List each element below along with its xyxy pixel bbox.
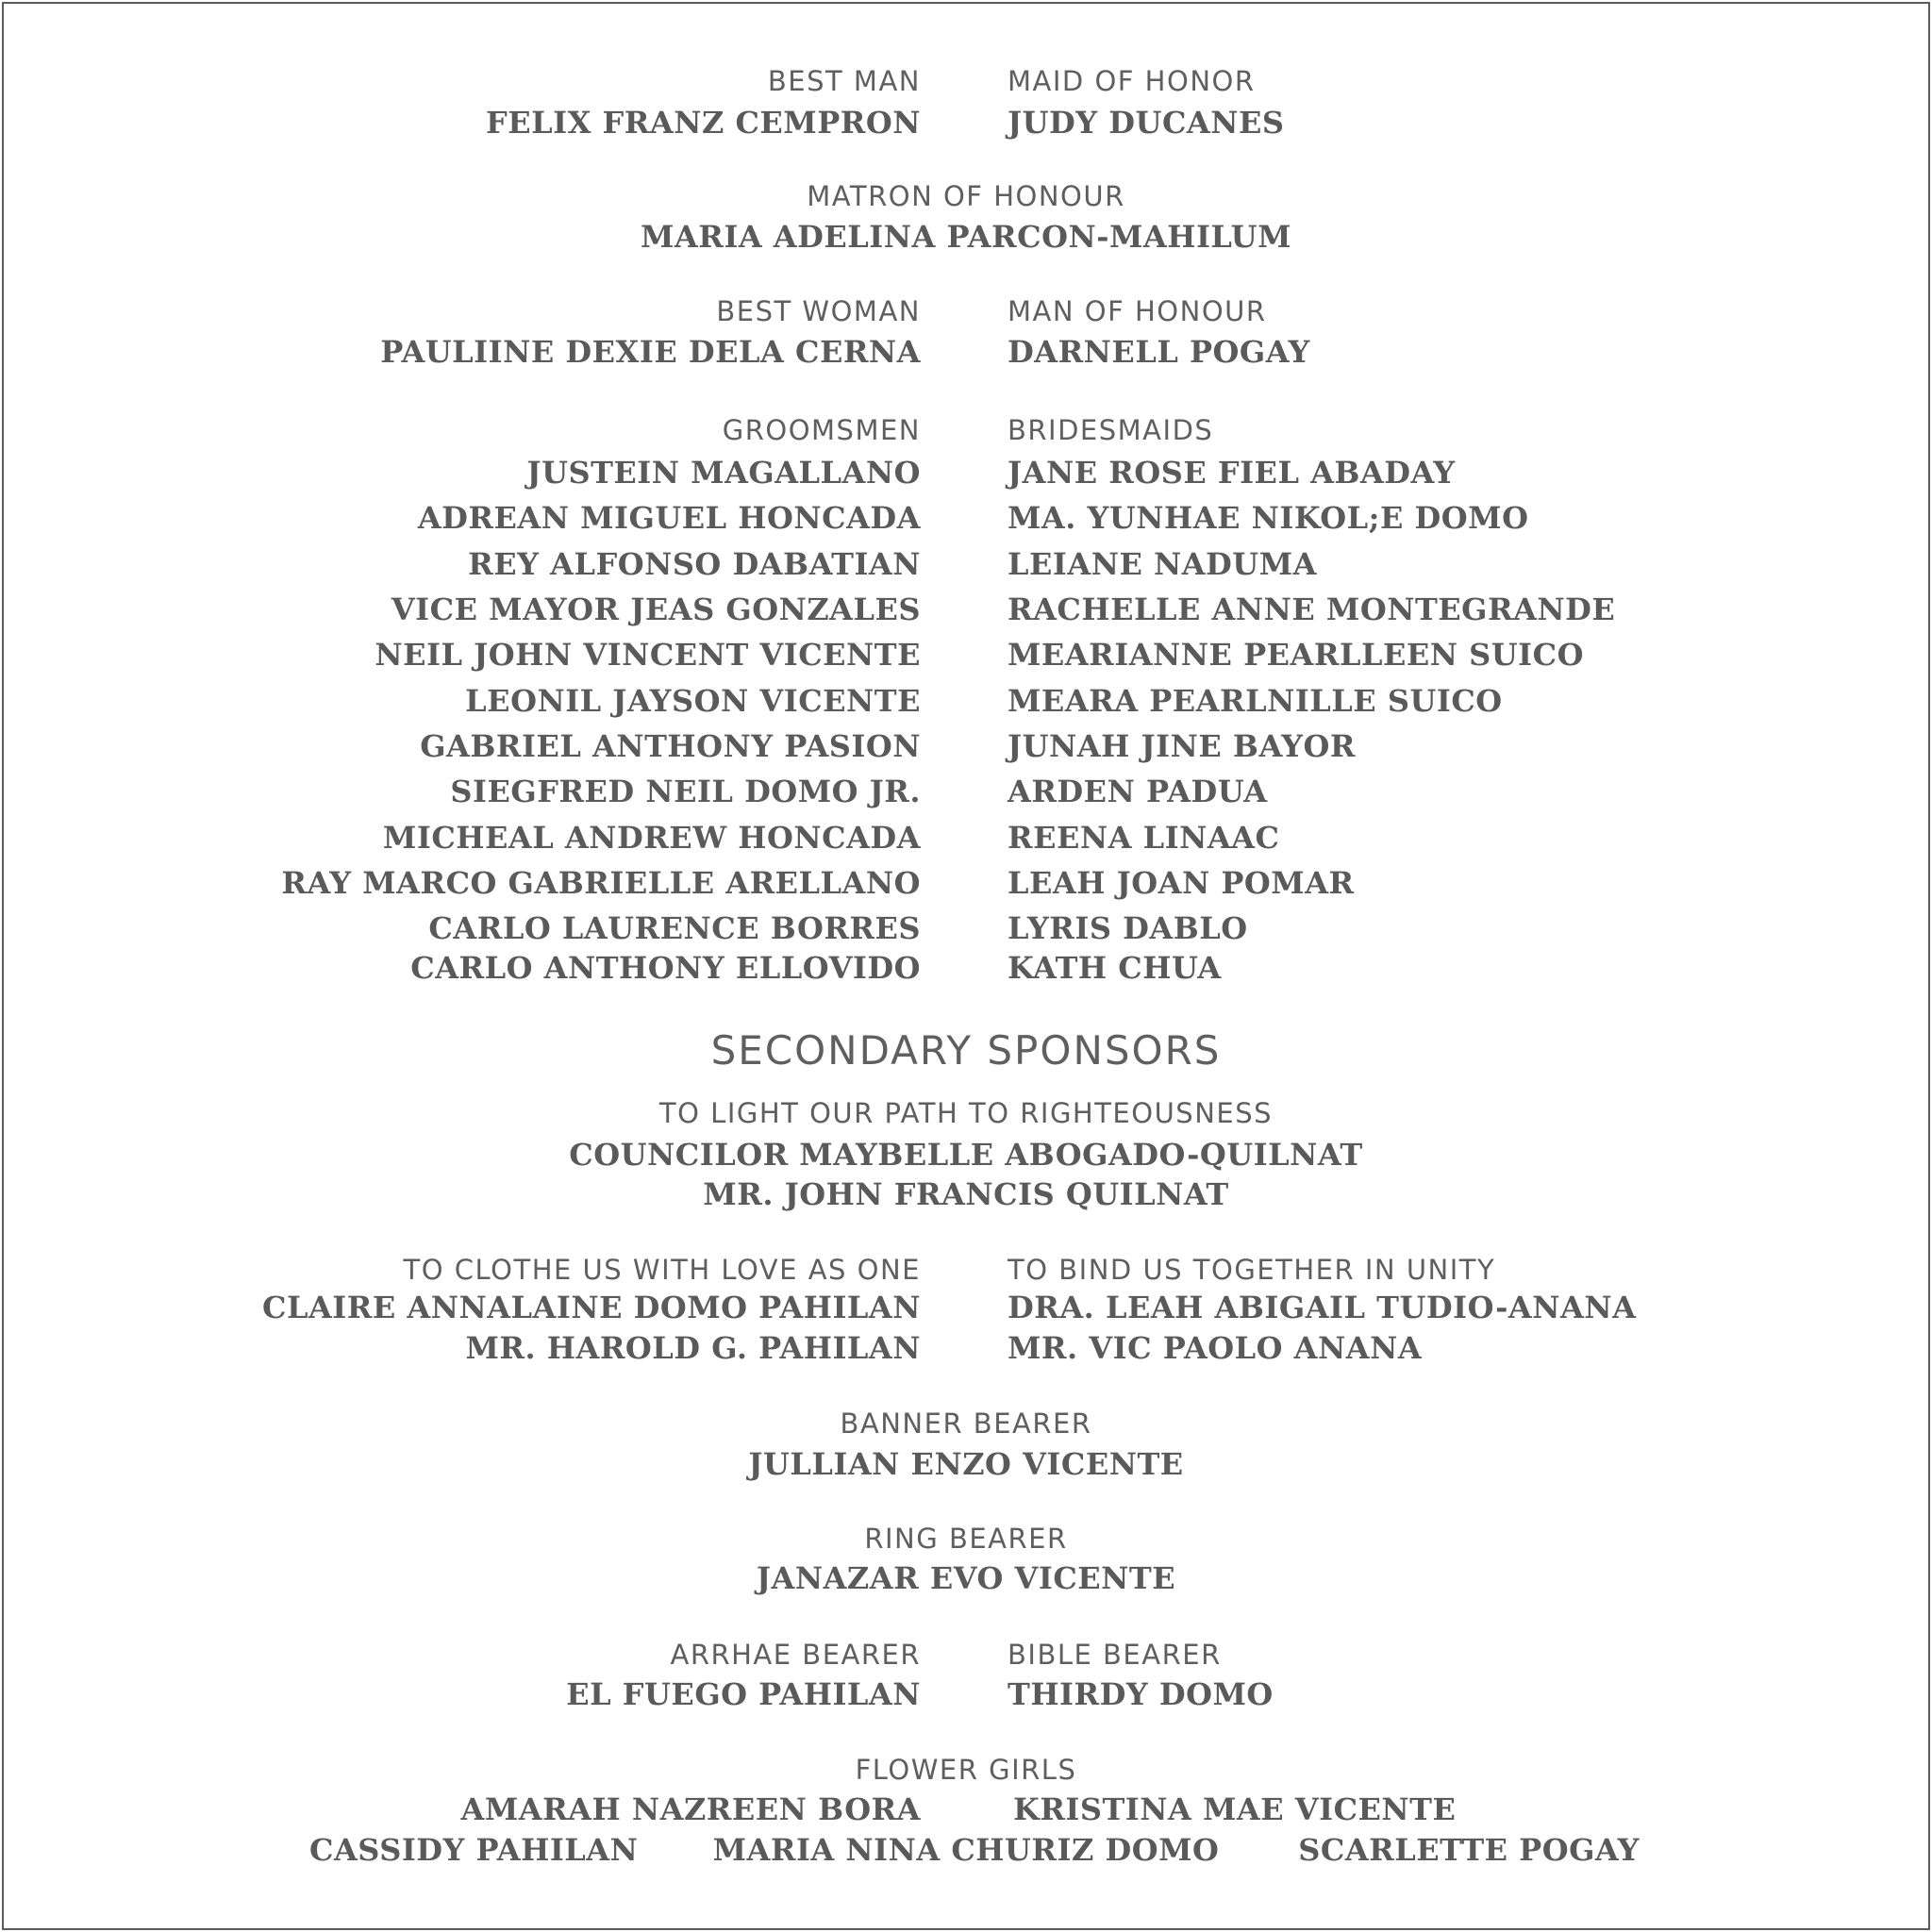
groomsman-name: RAY MARCO GABRIELLE ARELLANO [281, 865, 921, 901]
groomsman-name: ADREAN MIGUEL HONCADA [417, 500, 921, 536]
bible-bearer-label: BIBLE BEARER [1008, 1639, 1222, 1671]
flower-girl-name: MARIA NINA CHURIZ DOMO [712, 1832, 1220, 1868]
sponsor-name: MR. HAROLD G. PAHILAN [465, 1330, 921, 1366]
bridesmaid-name: LYRIS DABLO [1008, 910, 1248, 946]
sponsor-name: MR. JOHN FRANCIS QUILNAT [703, 1176, 1229, 1212]
bridesmaids-label: BRIDESMAIDS [1008, 414, 1214, 446]
flower-girl-name: CASSIDY PAHILAN [309, 1832, 639, 1868]
groomsman-name: JUSTEIN MAGALLANO [526, 455, 921, 491]
light-our-path-label: TO LIGHT OUR PATH TO RIGHTEOUSNESS [658, 1097, 1274, 1129]
bridesmaid-name: LEIANE NADUMA [1008, 546, 1317, 582]
groomsman-name: NEIL JOHN VINCENT VICENTE [375, 637, 921, 673]
bridesmaid-name: RACHELLE ANNE MONTEGRANDE [1008, 591, 1616, 627]
bridesmaid-name: LEAH JOAN POMAR [1008, 865, 1355, 901]
maid-of-honor-name: JUDY DUCANES [1008, 105, 1285, 141]
groomsman-name: CARLO LAURENCE BORRES [428, 910, 921, 946]
groomsman-name: CARLO ANTHONY ELLOVIDO [410, 950, 921, 986]
maid-of-honor-label: MAID OF HONOR [1008, 65, 1256, 97]
banner-bearer-name: JULLIAN ENZO VICENTE [748, 1446, 1184, 1482]
best-man-label: BEST MAN [767, 65, 921, 97]
sponsor-name: DRA. LEAH ABIGAIL TUDIO-ANANA [1008, 1290, 1637, 1325]
secondary-sponsors-heading: SECONDARY SPONSORS [710, 1027, 1222, 1074]
groomsman-name: REY ALFONSO DABATIAN [468, 546, 921, 582]
groomsman-name: LEONIL JAYSON VICENTE [465, 683, 921, 719]
ring-bearer-name: JANAZAR EVO VICENTE [756, 1560, 1176, 1596]
bridesmaid-name: JANE ROSE FIEL ABADAY [1008, 455, 1456, 491]
sponsor-name: MR. VIC PAOLO ANANA [1008, 1330, 1423, 1366]
groomsman-name: SIEGFRED NEIL DOMO JR. [450, 774, 921, 809]
matron-of-honour-name: MARIA ADELINA PARCON-MAHILUM [641, 219, 1291, 255]
flower-girl-name: SCARLETTE POGAY [1298, 1832, 1640, 1868]
groomsman-name: GABRIEL ANTHONY PASION [420, 728, 921, 764]
sponsor-name: COUNCILOR MAYBELLE ABOGADO-QUILNAT [569, 1137, 1363, 1173]
bridesmaid-name: MA. YUNHAE NIKOL;E DOMO [1008, 500, 1529, 536]
bridesmaid-name: JUNAH JINE BAYOR [1008, 728, 1356, 764]
ring-bearer-label: RING BEARER [864, 1523, 1068, 1555]
bridesmaid-name: ARDEN PADUA [1008, 774, 1268, 809]
flower-girl-name: KRISTINA MAE VICENTE [1013, 1791, 1457, 1827]
sponsor-name: CLAIRE ANNALAINE DOMO PAHILAN [261, 1290, 921, 1325]
clothe-us-label: TO CLOTHE US WITH LOVE AS ONE [403, 1254, 921, 1286]
best-man-name: FELIX FRANZ CEMPRON [486, 105, 921, 141]
groomsman-name: VICE MAYOR JEAS GONZALES [391, 591, 921, 627]
bridesmaid-name: KATH CHUA [1008, 950, 1222, 986]
man-of-honour-name: DARNELL POGAY [1008, 334, 1310, 370]
page-border [2, 2, 1930, 1930]
arrhae-bearer-name: EL FUEGO PAHILAN [566, 1676, 921, 1712]
flower-girl-name: AMARAH NAZREEN BORA [460, 1791, 921, 1827]
groomsmen-label: GROOMSMEN [722, 414, 921, 446]
groomsman-name: MICHEAL ANDREW HONCADA [382, 820, 921, 856]
matron-of-honour-label: MATRON OF HONOUR [807, 180, 1125, 212]
bridesmaid-name: MEARIANNE PEARLLEEN SUICO [1008, 637, 1584, 673]
flower-girls-label: FLOWER GIRLS [855, 1754, 1077, 1786]
bind-us-label: TO BIND US TOGETHER IN UNITY [1008, 1254, 1496, 1286]
man-of-honour-label: MAN OF HONOUR [1008, 295, 1267, 327]
best-woman-label: BEST WOMAN [716, 295, 921, 327]
arrhae-bearer-label: ARRHAE BEARER [670, 1639, 921, 1671]
bridesmaid-name: MEARA PEARLNILLE SUICO [1008, 683, 1503, 719]
bridesmaid-name: REENA LINAAC [1008, 820, 1280, 856]
best-woman-name: PAULIINE DEXIE DELA CERNA [380, 334, 921, 370]
banner-bearer-label: BANNER BEARER [840, 1407, 1092, 1440]
bible-bearer-name: THIRDY DOMO [1008, 1676, 1274, 1712]
